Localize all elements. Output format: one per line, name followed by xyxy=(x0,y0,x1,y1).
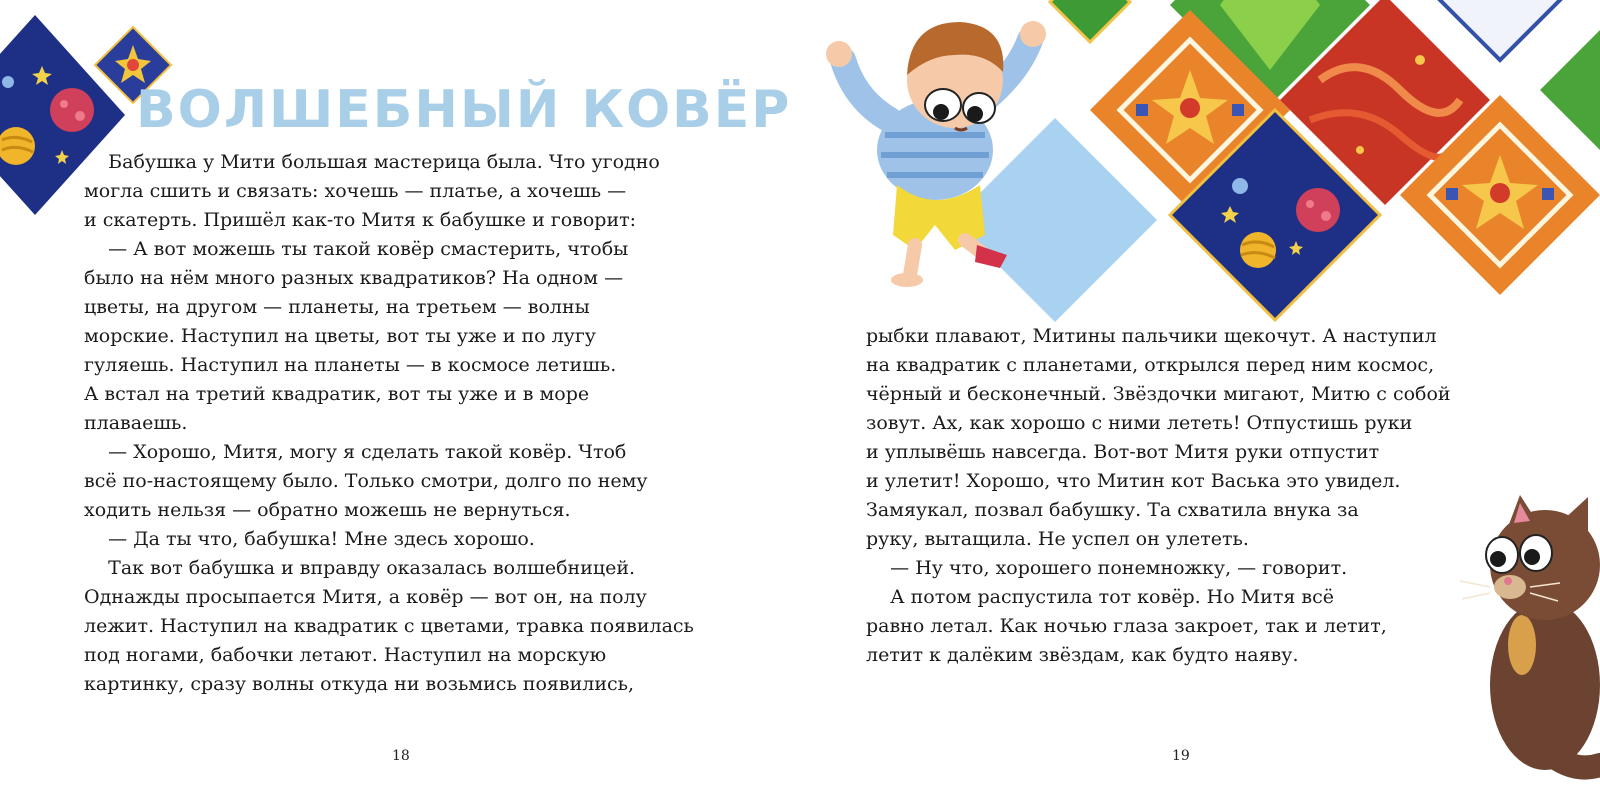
text-line: А потом распустила тот ковёр. Но Митя всё xyxy=(866,586,1334,608)
text-line: плаваешь. xyxy=(84,412,188,434)
text-line: всё по-настоящему было. Только смотри, долго по нему xyxy=(84,470,648,492)
text-line: Бабушка у Мити большая мастерица была. Что угодно xyxy=(84,151,660,173)
boy-illustration xyxy=(815,0,1055,300)
text-line: Однажды просыпается Митя, а ковёр — вот он, на полу xyxy=(84,586,647,608)
right-page-text xyxy=(866,322,1451,670)
text-line: Так вот бабушка и вправду оказалась волшебницей. xyxy=(84,557,636,579)
text-line: под ногами, бабочки летают. Наступил на морскую xyxy=(84,644,607,666)
text-line: и уплывёшь навсегда. Вот-вот Митя руки отпустит xyxy=(866,441,1380,463)
grass-tile-icon xyxy=(1540,30,1600,150)
cat-illustration xyxy=(1450,495,1600,795)
text-line: рыбки плавают, Митины пальчики щекочут. А наступил xyxy=(866,325,1437,347)
text-line: равно летал. Как ночью глаза закроет, так и летит, xyxy=(866,615,1387,637)
ornament-tile-icon xyxy=(1440,0,1560,60)
text-line: А встал на третий квадратик, вот ты уже и в море xyxy=(84,383,590,405)
text-line: — А вот можешь ты такой ковёр смастерить, чтобы xyxy=(84,238,629,260)
text-line: было на нём много разных квадратиков? На одном — xyxy=(84,267,624,289)
right-page xyxy=(800,0,1600,800)
text-line: — Да ты что, бабушка! Мне здесь хорошо. xyxy=(84,528,535,550)
page-number: 19 xyxy=(1172,748,1190,764)
text-line: Замяукал, позвал бабушку. Та схватила внука за xyxy=(866,499,1359,521)
text-line: на квадратик с планетами, открылся перед ним космос, xyxy=(866,354,1435,376)
text-line: гуляешь. Наступил на планеты — в космосе летишь. xyxy=(84,354,617,376)
text-line: лежит. Наступил на квадратик с цветами, травка появилась xyxy=(84,615,694,637)
text-line: и скатерть. Пришёл как-то Митя к бабушке и говорит: xyxy=(84,209,637,231)
text-line: летит к далёким звёздам, как будто наяву. xyxy=(866,644,1299,666)
page-number: 18 xyxy=(392,748,410,764)
text-line: зовут. Ах, как хорошо с ними лететь! Отпустишь руки xyxy=(866,412,1413,434)
page-title: ВОЛШЕБНЫЙ КОВЁР xyxy=(136,80,792,140)
text-line: — Ну что, хорошего понемножку, — говорит. xyxy=(866,557,1348,579)
text-line: цветы, на другом — планеты, на третьем — волны xyxy=(84,296,590,318)
grass-tile-icon xyxy=(1050,0,1130,42)
text-line: руку, вытащила. Не успел он улететь. xyxy=(866,528,1249,550)
text-line: чёрный и бесконечный. Звёздочки мигают, Митю с собой xyxy=(866,383,1451,405)
left-page-text xyxy=(84,148,694,699)
text-line: морские. Наступил на цветы, вот ты уже и по лугу xyxy=(84,325,596,347)
text-line: картинку, сразу волны откуда ни возьмись появились, xyxy=(84,673,635,695)
text-line: могла сшить и связать: хочешь — платье, а хочешь — xyxy=(84,180,627,202)
text-line: ходить нельзя — обратно можешь не вернуться. xyxy=(84,499,571,521)
text-line: и улетит! Хорошо, что Митин кот Васька это увидел. xyxy=(866,470,1401,492)
text-line: — Хорошо, Митя, могу я сделать такой ковёр. Чтоб xyxy=(84,441,627,463)
